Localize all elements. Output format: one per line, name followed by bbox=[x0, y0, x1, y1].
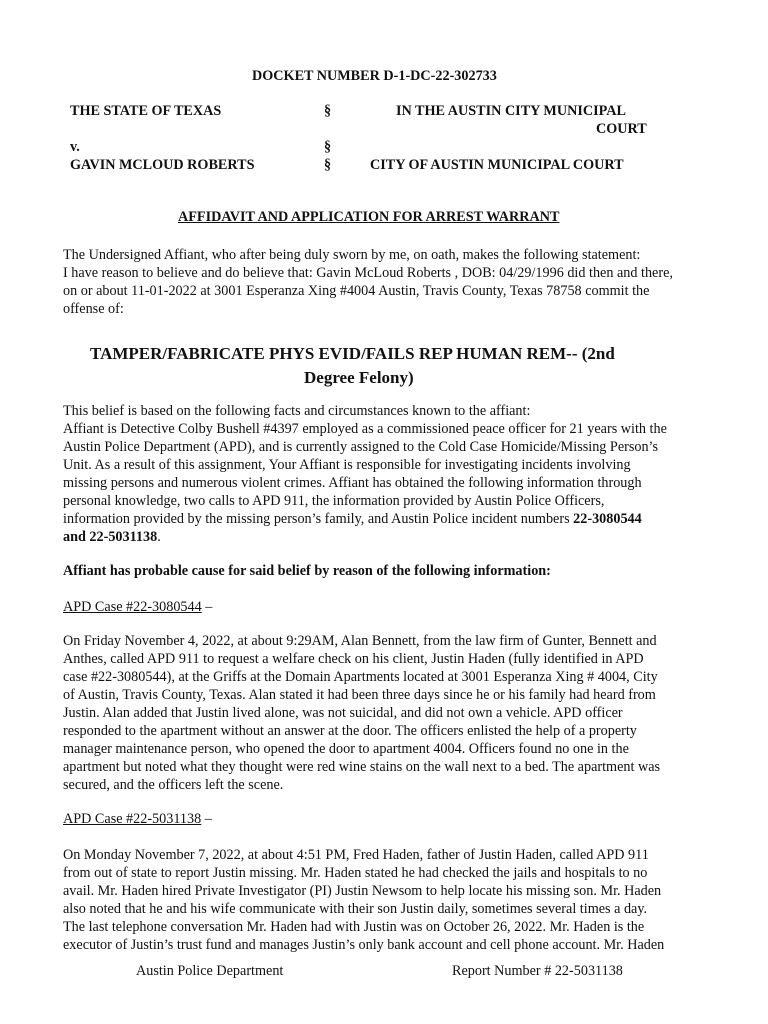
incident-number-1: 22-3080544 bbox=[573, 511, 642, 527]
case1-heading-text: APD Case #22-3080544 bbox=[63, 599, 202, 615]
footer-department: Austin Police Department bbox=[136, 963, 284, 979]
intro-line: offense of: bbox=[63, 301, 124, 317]
intro-line: on or about 11-01-2022 at 3001 Esperanza Xing #4004 Austin, Travis County, Texas 78758 commit the bbox=[63, 283, 650, 299]
belief-line: Unit. As a result of this assignment, Your Affiant is responsible for investigating incidents involving bbox=[63, 457, 631, 473]
case2-line: The last telephone conversation Mr. Haden had with Justin was on October 26, 2022. Mr. Haden is the bbox=[63, 919, 645, 935]
intro-paragraph bbox=[63, 246, 711, 318]
intro-line: The Undersigned Affiant, who after being duly sworn by me, on oath, makes the following statement: bbox=[63, 247, 641, 263]
caption-court-line3: CITY OF AUSTIN MUNICIPAL COURT bbox=[370, 157, 624, 173]
case1-line: Anthes, called APD 911 to request a welfare check on his client, Justin Haden (fully identified in APD bbox=[63, 651, 644, 667]
case1-paragraph bbox=[63, 632, 711, 794]
case1-line: Justin. Alan added that Justin lived alone, was not suicidal, and did not own a vehicle. APD officer bbox=[63, 705, 623, 721]
docket-number: DOCKET NUMBER D-1-DC-22-302733 bbox=[252, 68, 497, 84]
section-sign-1: § bbox=[324, 103, 332, 119]
case2-line: from out of state to report Justin missing. Mr. Haden stated he had checked the jails and hospitals to no bbox=[63, 865, 648, 881]
belief-line: Austin Police Department (APD), and is currently assigned to the Cold Case Homicide/Missing Person’s bbox=[63, 439, 659, 455]
caption-court-line1b: COURT bbox=[596, 121, 647, 137]
belief-line: information provided by the missing person’s family, and Austin Police incident numbers 22-3080544 bbox=[63, 511, 642, 527]
intro-line: I have reason to believe and do believe that: Gavin McLoud Roberts , DOB: 04/29/1996 did then and there, bbox=[63, 265, 673, 281]
belief-paragraph bbox=[63, 402, 711, 546]
belief-line: Affiant is Detective Colby Bushell #4397 employed as a commissioned peace officer for 21 years with the bbox=[63, 421, 667, 437]
caption-defendant: GAVIN MCLOUD ROBERTS bbox=[70, 157, 255, 173]
case2-line: avail. Mr. Haden hired Private Investigator (PI) Justin Newsom to help locate his missing son. Mr. Haden bbox=[63, 883, 662, 899]
belief-line: personal knowledge, two calls to APD 911, the information provided by Austin Police Officers, bbox=[63, 493, 605, 509]
footer-report-number: Report Number # 22-5031138 bbox=[452, 963, 623, 979]
caption-court-line1: IN THE AUSTIN CITY MUNICIPAL bbox=[396, 103, 626, 119]
offense-title-line2: Degree Felony) bbox=[304, 368, 414, 387]
case1-line: secured, and the officers left the scene. bbox=[63, 777, 284, 793]
probable-cause-heading: Affiant has probable cause for said belief by reason of the following information: bbox=[63, 563, 551, 579]
section-sign-3: § bbox=[324, 157, 332, 173]
belief-line: This belief is based on the following facts and circumstances known to the affiant: bbox=[63, 403, 531, 419]
case1-line: apartment but noted what they thought were red wine stains on the wall next to a bed. The apartment was bbox=[63, 759, 661, 775]
case1-heading: APD Case #22-3080544 – bbox=[63, 599, 213, 615]
belief-line: missing persons and numerous violent crimes. Affiant has obtained the following information through bbox=[63, 475, 642, 491]
caption-versus: v. bbox=[70, 139, 80, 155]
case2-line: On Monday November 7, 2022, at about 4:51 PM, Fred Haden, father of Justin Haden, called APD 911 bbox=[63, 847, 649, 863]
case2-line: also noted that he and his wife communicate with their son Justin daily, sometimes several times a day. bbox=[63, 901, 648, 917]
case1-line: responded to the apartment without an answer at the door. The officers enlisted the help of a property bbox=[63, 723, 637, 739]
case2-heading: APD Case #22-5031138 – bbox=[63, 811, 212, 827]
case2-paragraph bbox=[63, 846, 711, 954]
case1-line: manager maintenance person, who opened the door to apartment 4004. Officers found no one in the bbox=[63, 741, 629, 757]
case1-line: On Friday November 4, 2022, at about 9:29AM, Alan Bennett, from the law firm of Gunter, Bennett and bbox=[63, 633, 657, 649]
section-sign-2: § bbox=[324, 139, 332, 155]
case2-heading-text: APD Case #22-5031138 bbox=[63, 811, 202, 827]
belief-line: and 22-5031138. bbox=[63, 529, 161, 545]
case1-line: of Austin, Travis County, Texas. Alan stated it had been three days since he or his family had heard from bbox=[63, 687, 656, 703]
caption-state: THE STATE OF TEXAS bbox=[70, 103, 222, 119]
affidavit-title: AFFIDAVIT AND APPLICATION FOR ARREST WARRANT bbox=[178, 209, 560, 225]
case2-line: executor of Justin’s trust fund and manages Justin’s only bank account and cell phone account. Mr. Haden bbox=[63, 937, 665, 953]
case1-line: case #22-3080544), at the Griffs at the Domain Apartments located at 3001 Esperanza Xing # 4004, City bbox=[63, 669, 658, 685]
incident-number-2: and 22-5031138 bbox=[63, 529, 158, 545]
offense-title-line1: TAMPER/FABRICATE PHYS EVID/FAILS REP HUMAN REM-- (2nd bbox=[90, 344, 615, 363]
